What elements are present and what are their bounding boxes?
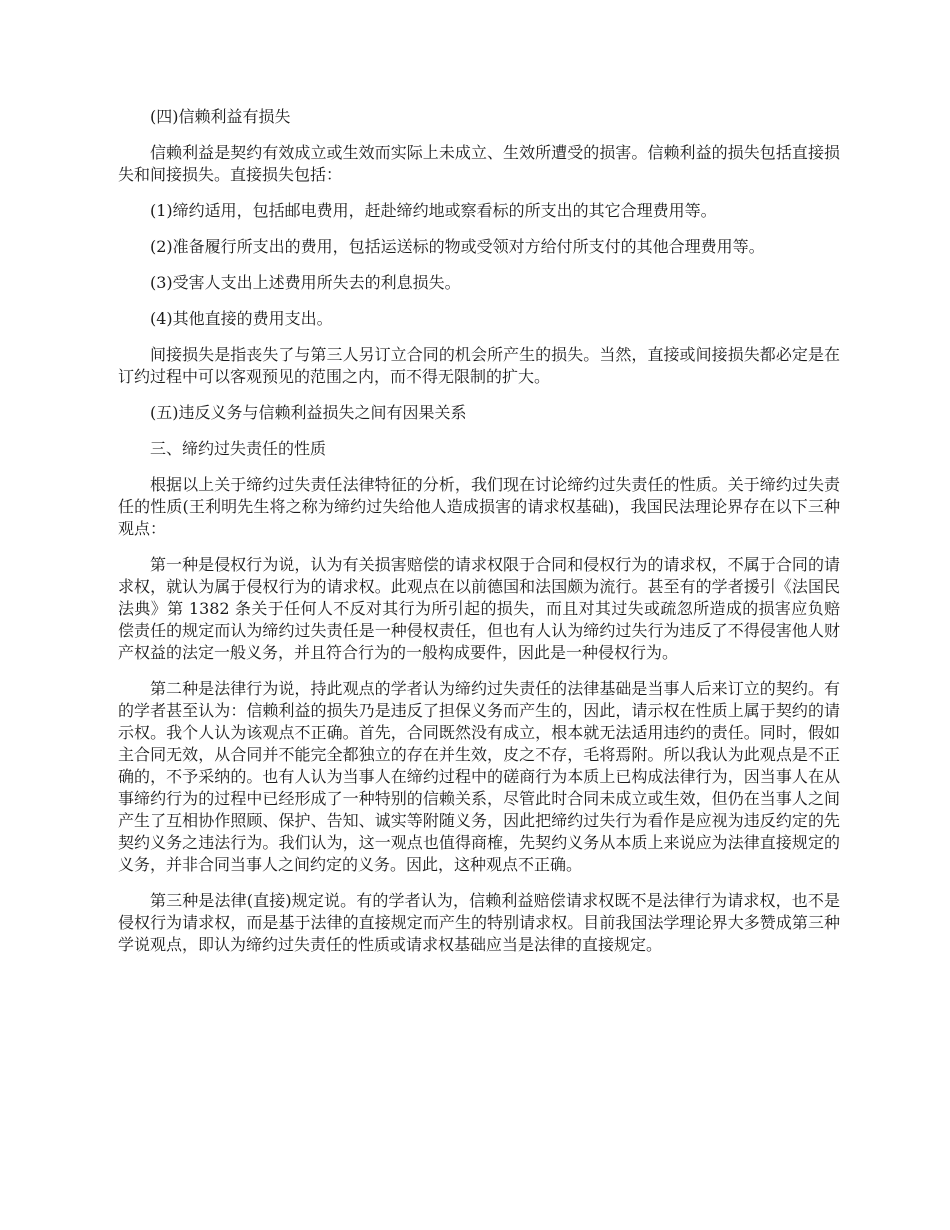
paragraph-tort-theory: 第一种是侵权行为说，认为有关损害赔偿的请求权限于合同和侵权行为的请求权，不属于合同的请求权，就认为属于侵权行为的请求权。此观点在以前德国和法国颇为流行。甚至有的学者援引《法国民法典》第 1382 条关于任何人不反对其行为所引起的损失，而且对其过失或疏忽所造成的损害应负赔偿责任的规定而认为缔约过失责任是一种侵权责任，但也有人认为缔约过失行为违反了不得侵害他人财产权益的法定一般义务，并且符合行为的一般构成要件，因此是一种侵权行为。 <box>118 555 840 662</box>
list-item-2: (2)准备履行所支出的费用，包括运送标的物或受领对方给付所支付的其他合理费用等。 <box>150 237 765 256</box>
list-item-1: (1)缔约适用，包括邮电费用，赶赴缔约地或察看标的所支出的其它合理费用等。 <box>150 201 717 220</box>
list-item-4: (4)其他直接的费用支出。 <box>150 309 333 328</box>
paragraph-statutory-theory: 第三种是法律(直接)规定说。有的学者认为，信赖利益赔偿请求权既不是法律行为请求权，也不是侵权行为请求权，而是基于法律的直接规定而产生的特别请求权。目前我国法学理论界大多赞成第三种学说观点，即认为缔约过失责任的性质或请求权基础应当是法律的直接规定。 <box>118 891 840 954</box>
section-heading-causation: (五)违反义务与信赖利益损失之间有因果关系 <box>150 403 467 422</box>
document-body <box>118 106 840 970</box>
paragraph-reliance-definition: 信赖利益是契约有效成立或生效而实际上未成立、生效所遭受的损害。信赖利益的损失包括直接损失和间接损失。直接损失包括： <box>118 143 840 184</box>
paragraph-nature-intro: 根据以上关于缔约过失责任法律特征的分析，我们现在讨论缔约过失责任的性质。关于缔约过失责任的性质(王利明先生将之称为缔约过失给他人造成损害的请求权基础)，我国民法理论界存在以下三种观点： <box>118 475 840 538</box>
section-heading-reliance-loss: (四)信赖利益有损失 <box>150 107 291 126</box>
paragraph-legal-act-theory: 第二种是法律行为说，持此观点的学者认为缔约过失责任的法律基础是当事人后来订立的契约。有的学者甚至认为：信赖利益的损失乃是违反了担保义务而产生的，因此，请示权在性质上属于契约的请示权。我个人认为该观点不正确。首先，合同既然没有成立，根本就无法适用违约的责任。同时，假如主合同无效，从合同并不能完全都独立的存在并生效，皮之不存，毛将焉附。所以我认为此观点是不正确的，不予采纳的。也有人认为当事人在缔约过程中的磋商行为本质上已构成法律行为，因当事人在从事缔约行为的过程中已经形成了一种特别的信赖关系，尽管此时合同未成立或生效，但仍在当事人之间产生了互相协作照顾、保护、告知、诚实等附随义务，因此把缔约过失行为看作是应视为违反约定的先契约义务之违法行为。我们认为，这一观点也值得商榷，先契约义务从本质上来说应为法律直接规定的义务，并非合同当事人之间约定的义务。因此，这种观点不正确。 <box>118 679 840 874</box>
paragraph-indirect-loss: 间接损失是指丧失了与第三人另订立合同的机会所产生的损失。当然，直接或间接损失都必定是在订约过程中可以客观预见的范围之内，而不得无限制的扩大。 <box>118 345 840 386</box>
section-heading-nature: 三、缔约过失责任的性质 <box>150 439 327 458</box>
list-item-3: (3)受害人支出上述费用所失去的利息损失。 <box>150 273 461 292</box>
